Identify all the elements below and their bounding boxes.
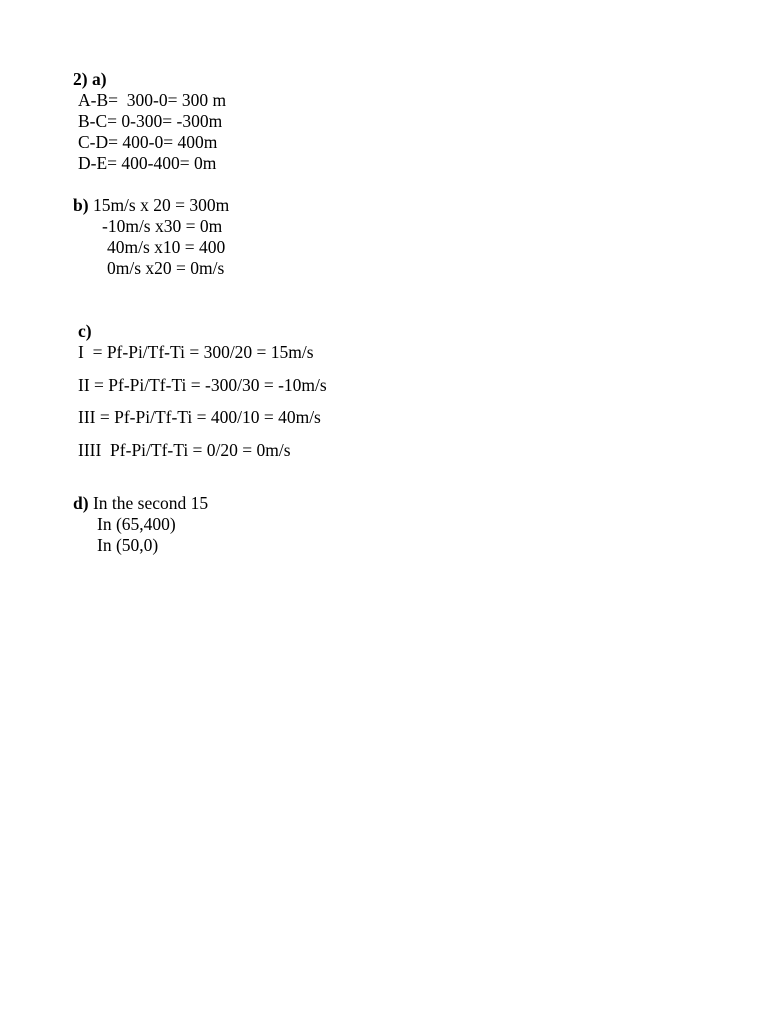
part-a-heading: 2) a) [73,69,107,89]
part-b-label: b) [73,195,89,215]
part-b-line-1: 15m/s x 20 = 300m [92,195,230,215]
part-d-line-1: In the second 15 [92,493,209,513]
part-c-label: c) [78,321,92,341]
part-c-line-4: IIII Pf-Pi/Tf-Ti = 0/20 = 0m/s [78,440,291,460]
part-b-line-4: 0m/s x20 = 0m/s [107,258,225,278]
part-b-line-3: 40m/s x10 = 400 [107,237,226,257]
part-d-label: d) [73,493,89,513]
part-a-line-1: A-B= 300-0= 300 m [78,90,227,110]
part-c-line-1: I = Pf-Pi/Tf-Ti = 300/20 = 15m/s [78,342,314,362]
part-b-line-2: -10m/s x30 = 0m [102,216,223,236]
part-a-line-4: D-E= 400-400= 0m [78,153,217,173]
part-d-line-2: In (65,400) [97,514,176,534]
part-b-first-line [73,195,229,216]
part-c-line-2: II = Pf-Pi/Tf-Ti = -300/30 = -10m/s [78,375,327,395]
part-a-line-3: C-D= 400-0= 400m [78,132,218,152]
part-d-first-line [73,493,208,514]
part-a-line-2: B-C= 0-300= -300m [78,111,223,131]
part-d-line-3: In (50,0) [97,535,159,555]
part-c-line-3: III = Pf-Pi/Tf-Ti = 400/10 = 40m/s [78,407,321,427]
